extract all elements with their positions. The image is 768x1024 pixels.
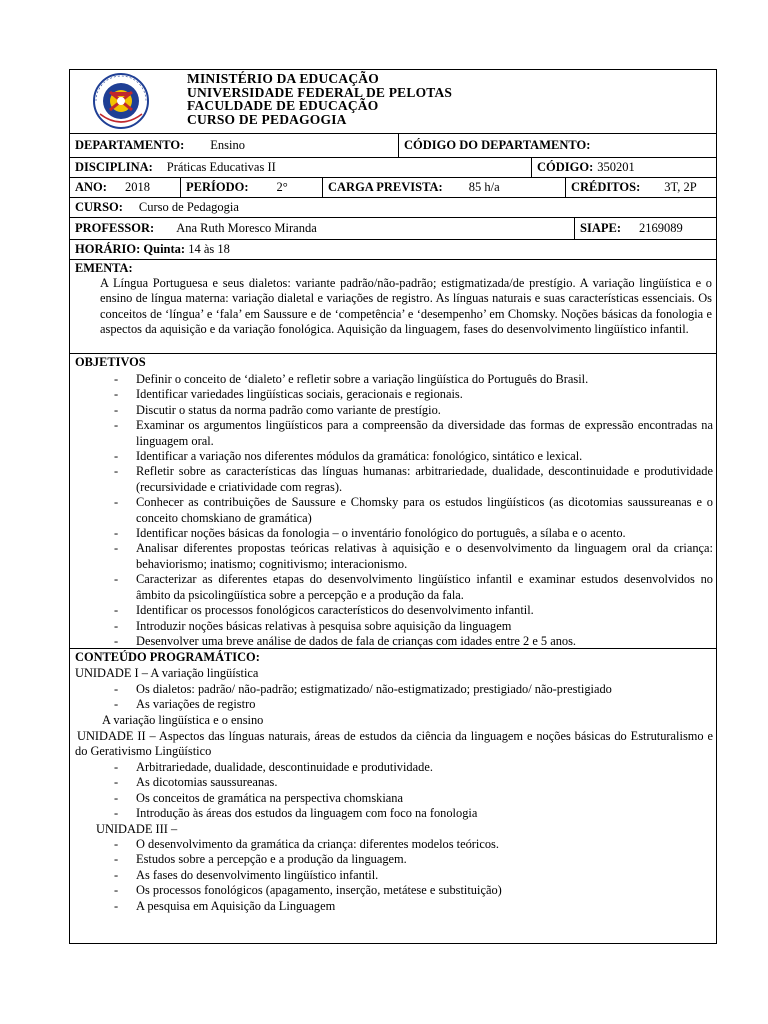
department-code-label: CÓDIGO DO DEPARTAMENTO: xyxy=(404,138,591,152)
discipline-value: Práticas Educativas II xyxy=(166,160,276,174)
course-label: CURSO: xyxy=(75,200,123,214)
program-content-section xyxy=(70,649,716,943)
workload-label: CARGA PREVISTA: xyxy=(328,180,443,194)
ufpel-logo xyxy=(90,72,152,130)
list-item: - Identificar a variação nos diferentes módulos da gramática: fonológico, sintático e lexical. xyxy=(114,449,583,464)
professor-row xyxy=(70,218,716,240)
list-item: - Refletir sobre as características das línguas humanas: arbitrariedade, dualidade, descontinuidade e produtividade (recursividade e criatividade com regras). xyxy=(114,464,713,494)
list-item: - Introdução às áreas dos estudos da linguagem com foco na fonologia xyxy=(114,806,478,821)
list-item: - Examinar os argumentos lingüísticos para a compreensão da diversidade das formas de expressão encontradas na linguagem oral. xyxy=(114,418,713,448)
course-row xyxy=(70,198,716,218)
discipline-label: DISCIPLINA: xyxy=(75,160,153,174)
workload-value: 85 h/a xyxy=(468,180,500,194)
department-value: Ensino xyxy=(210,138,246,152)
course-value: Curso de Pedagogia xyxy=(138,200,239,214)
list-item: - Analisar diferentes propostas teóricas relativas à aquisição e o desenvolvimento da linguagem oral da criança: behaviorismo; inatismo; cognitivismo; interacionismo. xyxy=(114,541,713,571)
discipline-row xyxy=(70,158,716,178)
year-row xyxy=(70,178,716,198)
list-item: - A pesquisa em Aquisição da Linguagem xyxy=(114,898,336,913)
unit2-title: UNIDADE II – Aspectos das línguas naturais, áreas de estudos da ciência da linguagem e noções básicas do Estruturalismo e do Gerativismo Lingüístico xyxy=(75,729,713,759)
list-item: - Identificar os processos fonológicos característicos do desenvolvimento infantil. xyxy=(114,603,534,618)
schedule-day: Quinta: xyxy=(143,242,186,256)
code-value: 350201 xyxy=(597,160,635,174)
unit3-title: UNIDADE III – xyxy=(96,822,178,836)
objectives-title: OBJETIVOS xyxy=(75,355,146,369)
period-value: 2° xyxy=(276,180,288,194)
list-item: - Estudos sobre a percepção e a produção da linguagem. xyxy=(114,852,407,867)
department-label: DEPARTAMENTO: xyxy=(75,138,185,152)
unit3-list xyxy=(70,837,716,914)
list-item: - Desenvolver uma breve análise de dados de fala de crianças com idades entre 2 e 5 anos. xyxy=(114,633,577,648)
course-program-document xyxy=(69,69,717,944)
list-item: - Os processos fonológicos (apagamento, inserção, metátese e substituição) xyxy=(114,883,502,898)
list-item: - Conhecer as contribuições de Saussure e Chomsky para os estudos lingüísticos (as dicotomias saussureanas e o conceito chomskiano de gramática) xyxy=(114,495,713,525)
list-item: - Introduzir noções básicas relativas à pesquisa sobre aquisição da linguagem xyxy=(114,618,512,633)
department-row xyxy=(70,134,716,158)
schedule-row xyxy=(70,240,716,260)
professor-label: PROFESSOR: xyxy=(75,221,155,235)
institution-header xyxy=(187,72,452,126)
list-item: - Identificar noções básicas da fonologia – o inventário fonológico do português, a sílaba e o acento. xyxy=(114,526,626,541)
list-item: - Arbitrariedade, dualidade, descontinuidade e produtividade. xyxy=(114,760,433,774)
list-item: - O desenvolvimento da gramática da criança: diferentes modelos teóricos. xyxy=(114,837,499,851)
ementa-title: EMENTA: xyxy=(75,261,133,275)
year-label: ANO: xyxy=(75,180,107,194)
university-title: UNIVERSIDADE FEDERAL DE PELOTAS xyxy=(187,84,453,100)
unit1-list xyxy=(70,682,716,713)
objectives-section xyxy=(70,354,716,649)
objectives-list xyxy=(70,372,716,649)
credits-value: 3T, 2P xyxy=(664,180,697,194)
program-content-title: CONTEÚDO PROGRAMÁTICO: xyxy=(75,650,260,664)
list-item: - Discutir o status da norma padrão como variante de prestígio. xyxy=(114,402,441,417)
list-item: - Os conceitos de gramática na perspectiva chomskiana xyxy=(114,790,403,805)
list-item: - As dicotomias saussureanas. xyxy=(114,775,278,790)
ementa-section xyxy=(70,260,716,354)
unit1-extra: A variação lingüística e o ensino xyxy=(102,713,264,727)
period-label: PERÍODO: xyxy=(186,180,249,194)
siape-label: SIAPE: xyxy=(580,221,621,235)
list-item: - As fases do desenvolvimento lingüístico infantil. xyxy=(114,867,379,882)
unit1-title: UNIDADE I – A variação lingüística xyxy=(75,666,259,680)
unit2-list xyxy=(70,760,716,822)
list-item: - Definir o conceito de ‘dialeto’ e refletir sobre a variação lingüística do Português do Brasil. xyxy=(114,372,589,386)
ministry-title: MINISTÉRIO DA EDUCAÇÃO xyxy=(187,71,379,86)
list-item: - Caracterizar as diferentes etapas do desenvolvimento lingüístico infantil e examinar estudos desenvolvidos no âmbito da psicolingüística sobre a percepção e a produção da fala. xyxy=(114,572,713,602)
ementa-text: A Língua Portuguesa e seus dialetos: variante padrão/não-padrão; estigmatizada/de prestígio. A variação lingüística e o ensino de língua materna: variação dialetal e variações de registro. As línguas naturais e suas características essenciais. Os conceitos de ‘língua’ e ‘fala’ em Saussure e de ‘competência’ e ‘desempenho’ em Chomsky. Noções básicas da fonologia e aspectos da aquisição e da variação fonológica. Aquisição da linguagem, fases do desenvolvimento lingüístico infantil. xyxy=(100,276,712,337)
faculty-title: FACULDADE DE EDUCAÇÃO xyxy=(187,98,379,113)
list-item: - Identificar variedades lingüísticas sociais, geracionais e regionais. xyxy=(114,387,463,402)
list-item: - As variações de registro xyxy=(114,697,256,712)
schedule-label: HORÁRIO: xyxy=(75,242,141,256)
schedule-value: 14 às 18 xyxy=(188,242,230,256)
code-label: CÓDIGO: xyxy=(537,160,594,174)
credits-label: CRÉDITOS: xyxy=(571,180,641,194)
course-title: CURSO DE PEDAGOGIA xyxy=(187,111,347,127)
year-value: 2018 xyxy=(124,180,150,194)
document-header xyxy=(70,70,716,134)
professor-value: Ana Ruth Moresco Miranda xyxy=(176,221,317,235)
list-item: - Os dialetos: padrão/ não-padrão; estigmatizado/ não-estigmatizado; prestigiado/ não-prestigiado xyxy=(114,682,612,696)
siape-value: 2169089 xyxy=(638,221,683,235)
